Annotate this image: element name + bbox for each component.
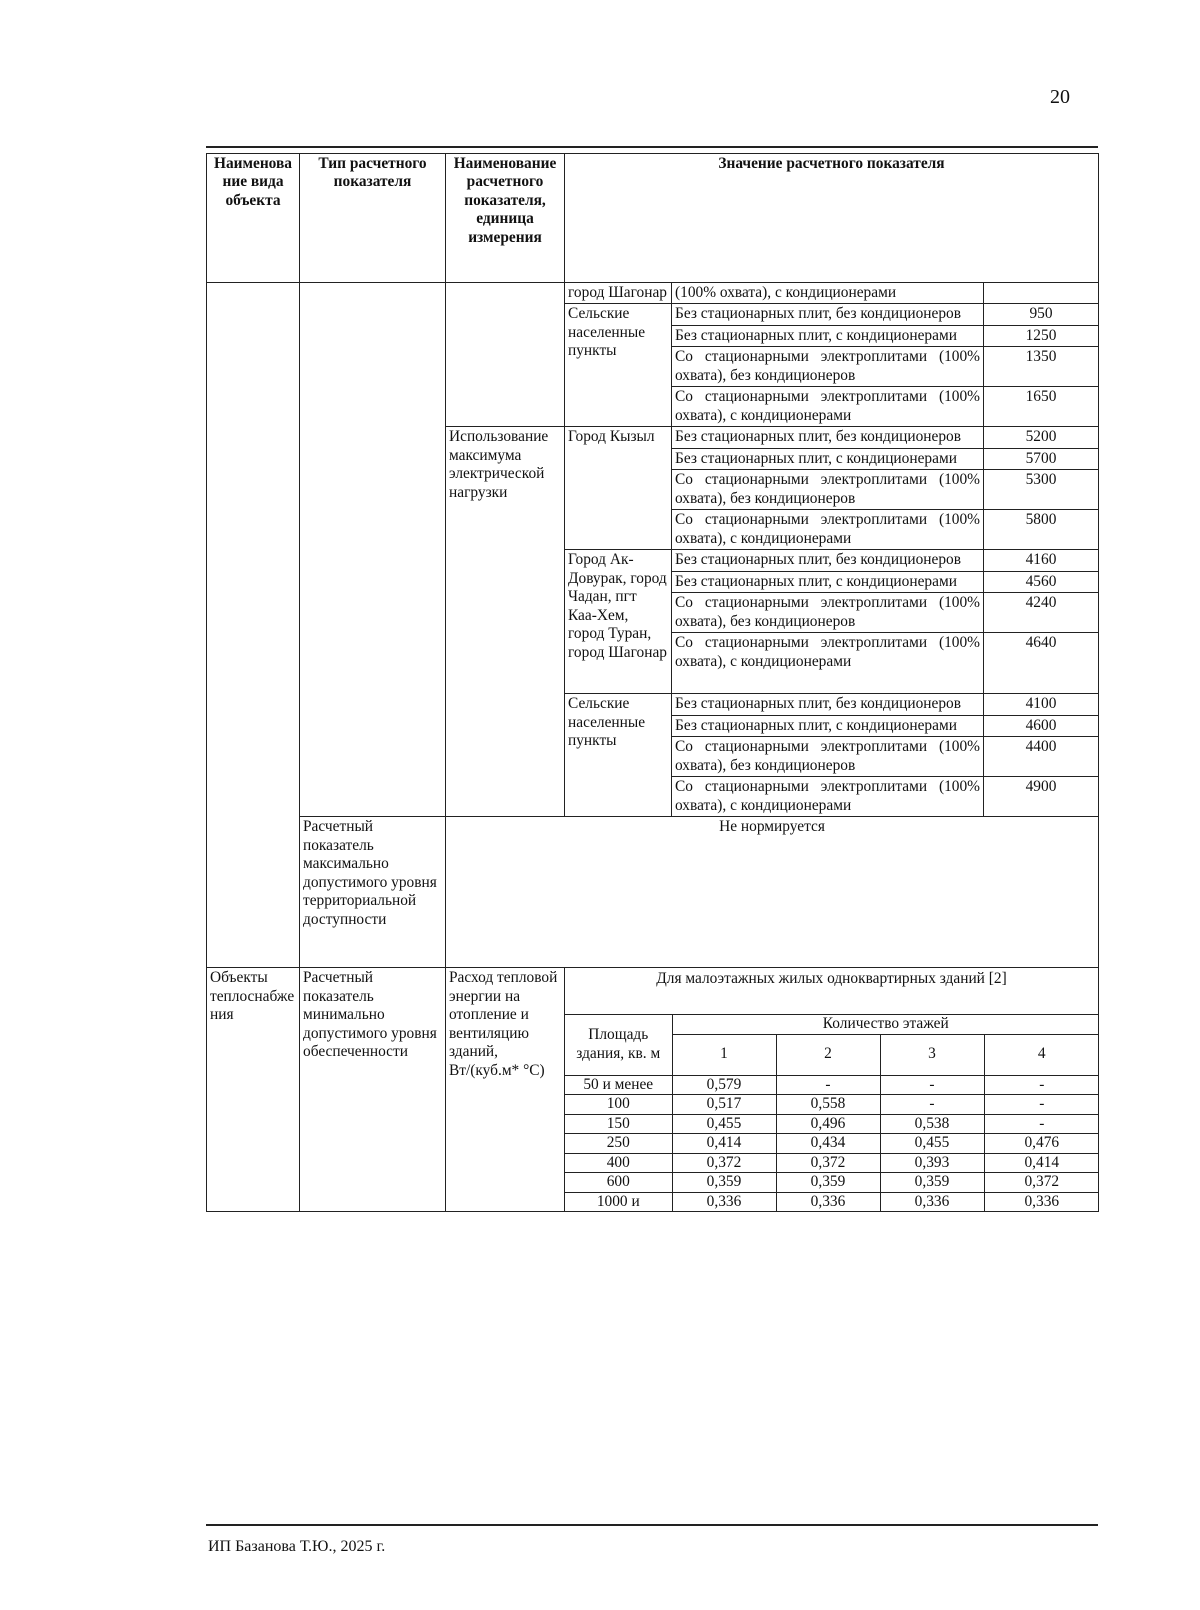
value-cell: 4560 [984,571,1099,592]
heat-value: 0,372 [776,1153,880,1172]
value-cell: 4600 [984,715,1099,736]
heat-value: 0,372 [984,1173,1099,1192]
value-cell [984,283,1099,304]
table-row [565,1153,1099,1172]
heat-value: 0,558 [776,1095,880,1114]
locality-cell: город Шагонар [565,283,672,304]
not-regulated-cell: Не нормируется [446,817,1099,968]
indicator-type-cell: Расчетный показатель максимально допустимого уровня территориальной доступности [300,817,446,968]
heat-value: 0,538 [880,1114,984,1133]
table-row [565,1173,1099,1192]
area-cell: 1000 и [565,1192,672,1211]
table-row [207,283,1099,304]
description-cell: Со стационарными электроплитами (100% охвата), без кондиционеров [672,347,984,387]
footer-text: ИП Базанова Т.Ю., 2025 г. [208,1538,386,1555]
indicators-table [206,153,1099,1212]
heat-value: 0,336 [880,1192,984,1211]
description-cell: Со стационарными электроплитами (100% охвата), с кондиционерами [672,777,984,817]
area-cell: 150 [565,1114,672,1133]
table-row [207,968,1099,1212]
value-cell: 5700 [984,448,1099,469]
heat-value: 0,434 [776,1134,880,1153]
heat-subtitle: Для малоэтажных жилых одноквартирных зданий [2] [565,968,1098,1015]
locality-cell: Сельские населенные пункты [565,304,672,427]
heat-value: 0,359 [672,1173,776,1192]
value-cell: 4240 [984,593,1099,633]
floors-header: Количество этажей [672,1015,1099,1034]
heat-values-cell [565,968,1099,1212]
description-cell: Со стационарными электроплитами (100% охвата), без кондиционеров [672,470,984,510]
page-number: 20 [1050,86,1070,108]
indicator-name-cell [446,283,565,427]
heat-value: 0,476 [984,1134,1099,1153]
value-cell: 5300 [984,470,1099,510]
heat-value: 0,414 [984,1153,1099,1172]
heat-value: 0,336 [672,1192,776,1211]
description-cell: Со стационарными электроплитами (100% охвата), без кондиционеров [672,593,984,633]
value-cell: 1250 [984,325,1099,346]
description-cell: Без стационарных плит, без кондиционеров [672,694,984,715]
description-cell: Со стационарными электроплитами (100% охвата), с кондиционерами [672,633,984,694]
description-cell: Без стационарных плит, с кондиционерами [672,325,984,346]
description-cell: Со стационарными электроплитами (100% охвата), без кондиционеров [672,737,984,777]
table-row [565,1075,1099,1094]
description-cell: Без стационарных плит, с кондиционерами [672,715,984,736]
description-cell: Со стационарными электроплитами (100% охвата), с кондиционерами [672,510,984,550]
heat-value: 0,496 [776,1114,880,1133]
indicator-type-cell: Расчетный показатель минимально допустимого уровня обеспеченности [300,968,446,1212]
heat-value: - [880,1095,984,1114]
heat-value: 0,336 [776,1192,880,1211]
area-cell: 400 [565,1153,672,1172]
floor-number: 1 [672,1034,776,1075]
heat-value: 0,455 [672,1114,776,1133]
header-rule [206,146,1098,148]
description-cell: Без стационарных плит, с кондиционерами [672,571,984,592]
value-cell: 4640 [984,633,1099,694]
heat-value: 0,579 [672,1075,776,1094]
value-cell: 4100 [984,694,1099,715]
table-row [207,817,1099,968]
heat-value: 0,372 [672,1153,776,1172]
indicator-type-cell [300,283,446,817]
heat-header-row [565,1015,1099,1034]
value-cell: 4900 [984,777,1099,817]
indicator-name-cell: Использование максимума электрической нагрузки [446,427,565,817]
heat-value: 0,455 [880,1134,984,1153]
heat-value: - [880,1075,984,1094]
heat-value: 0,517 [672,1095,776,1114]
floor-number: 3 [880,1034,984,1075]
table-row [565,1095,1099,1114]
value-cell: 950 [984,304,1099,325]
value-cell: 4160 [984,550,1099,571]
heat-value: 0,393 [880,1153,984,1172]
object-type-cell: Объекты теплоснабжения [207,968,300,1212]
area-header: Площадь здания, кв. м [565,1015,672,1075]
description-cell: Со стационарными электроплитами (100% охвата), с кондиционерами [672,387,984,427]
header-object-type: Наименование вида объекта [207,154,300,283]
description-cell: (100% охвата), с кондиционерами [672,283,984,304]
value-cell: 1650 [984,387,1099,427]
heat-value: 0,359 [776,1173,880,1192]
heat-value: - [984,1075,1099,1094]
header-indicator-value: Значение расчетного показателя [565,154,1099,283]
description-cell: Без стационарных плит, без кондиционеров [672,427,984,448]
heat-value: 0,414 [672,1134,776,1153]
locality-cell: Сельские населенные пункты [565,694,672,817]
area-cell: 600 [565,1173,672,1192]
table-row [565,1114,1099,1133]
description-cell: Без стационарных плит, без кондиционеров [672,550,984,571]
floor-number: 4 [984,1034,1099,1075]
locality-cell: Город Кызыл [565,427,672,550]
header-indicator-type: Тип расчетного показателя [300,154,446,283]
floor-number: 2 [776,1034,880,1075]
area-cell: 100 [565,1095,672,1114]
heat-value: - [984,1114,1099,1133]
table-row [565,1134,1099,1153]
locality-cell: Город Ак-Довурак, город Чадан, пгт Каа-Хем, город Туран, город Шагонар [565,550,672,694]
area-cell: 50 и менее [565,1075,672,1094]
heat-value: 0,359 [880,1173,984,1192]
value-cell: 5200 [984,427,1099,448]
indicator-name-cell: Расход тепловой энергии на отопление и вентиляцию зданий, Вт/(куб.м* °С) [446,968,565,1212]
description-cell: Без стационарных плит, без кондиционеров [672,304,984,325]
heat-consumption-table [565,1015,1099,1211]
heat-value: 0,336 [984,1192,1099,1211]
header-indicator-name: Наименование расчетного показателя, единица измерения [446,154,565,283]
heat-value: - [776,1075,880,1094]
value-cell: 5800 [984,510,1099,550]
table-row [565,1192,1099,1211]
footer-rule [206,1524,1098,1526]
value-cell: 4400 [984,737,1099,777]
heat-value: - [984,1095,1099,1114]
description-cell: Без стационарных плит, с кондиционерами [672,448,984,469]
value-cell: 1350 [984,347,1099,387]
object-type-cell [207,283,300,968]
table-header-row [207,154,1099,283]
area-cell: 250 [565,1134,672,1153]
